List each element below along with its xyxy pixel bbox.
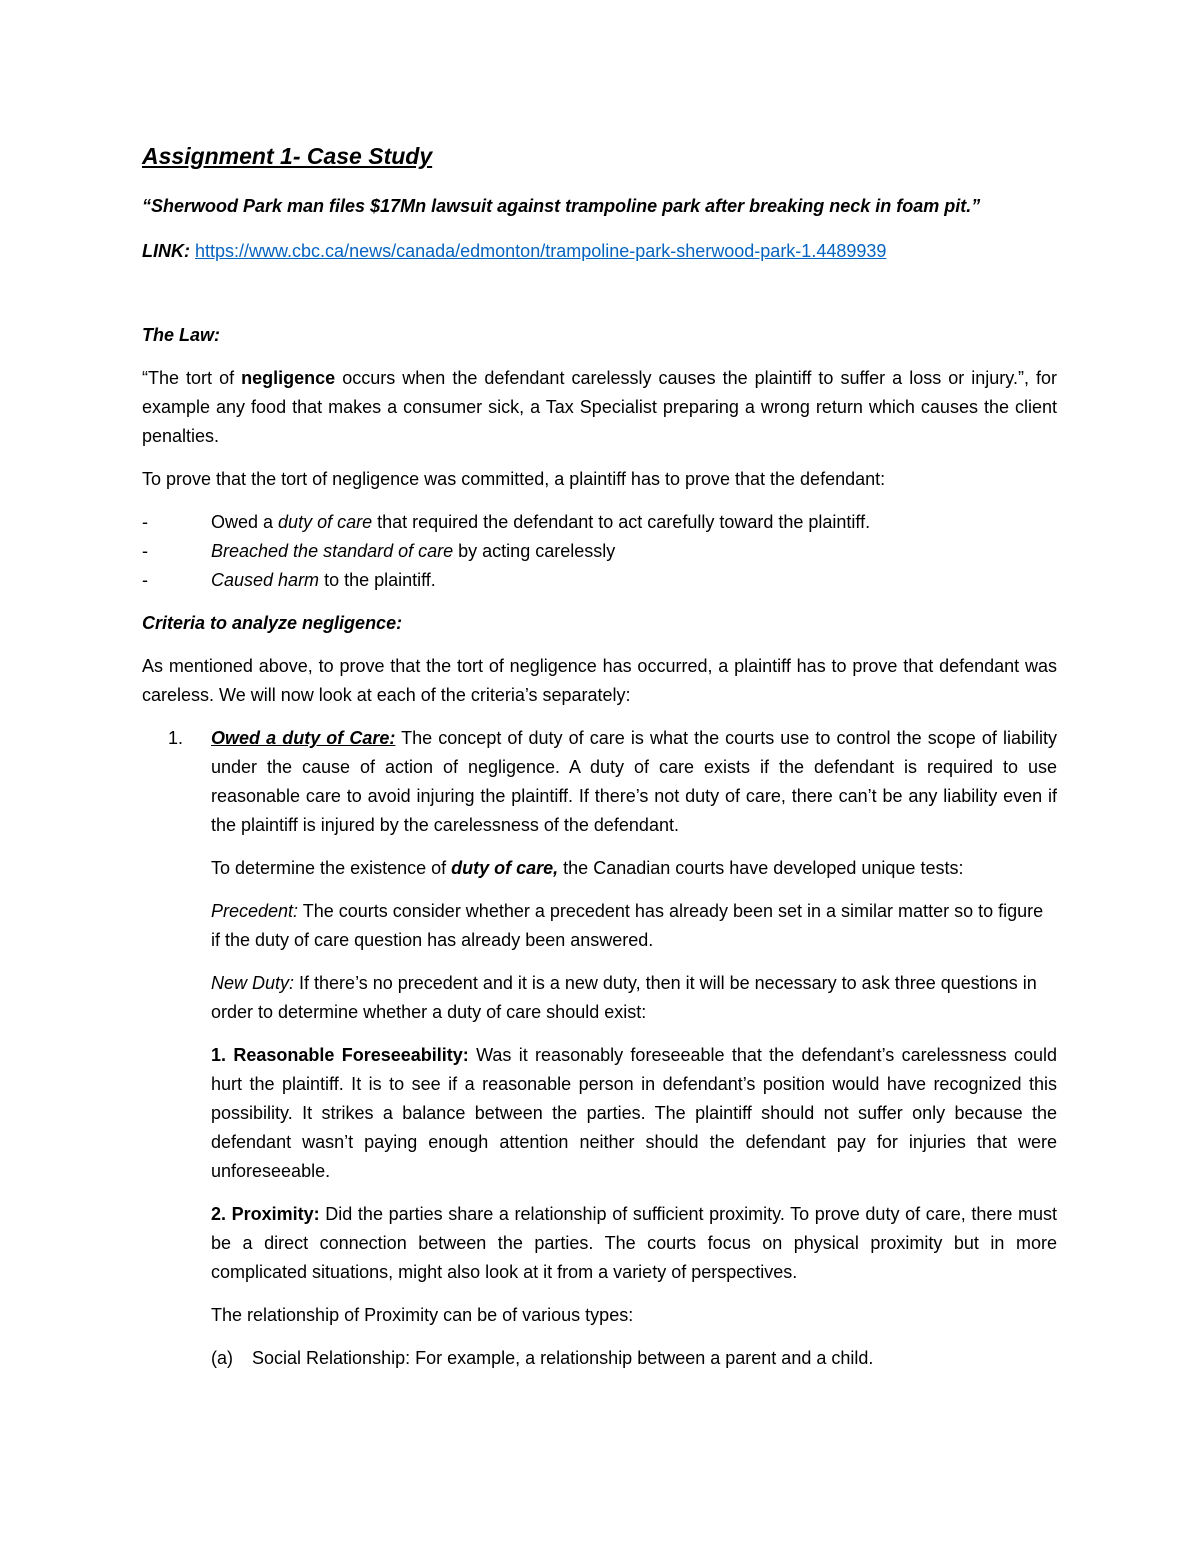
law-heading: The Law:	[142, 325, 221, 345]
list-item: - Caused harm to the plaintiff.	[142, 566, 1057, 595]
dash-bullet: -	[142, 541, 148, 561]
link-line	[142, 237, 1057, 266]
new-duty-label: New Duty:	[211, 973, 295, 993]
dash-bullet: -	[142, 570, 148, 590]
item-marker: (a)	[211, 1348, 233, 1368]
law-paragraph	[142, 364, 1057, 451]
social-relationship-item: (a) Social Relationship: For example, a relationship between a parent and a child.	[211, 1344, 1057, 1373]
negligence-elements-list	[142, 508, 1057, 595]
foreseeability-paragraph: 1. Reasonable Foreseeability: Was it reasonably foreseeable that the defendant’s carelessness could hurt the plaintiff. It is to see if a reasonable person in defendant’s position would have recognized this possibility. It strikes a balance between the parties. The plaintiff should not suffer only because the defendant wasn’t paying enough attention neither should the defendant pay for injuries that were unforeseeable.	[211, 1045, 1057, 1181]
list-item: - Breached the standard of care by acting carelessly	[142, 537, 1057, 566]
list-item: - Owed a duty of care that required the defendant to act carefully toward the plaintiff.	[142, 508, 1057, 537]
precedent-paragraph: Precedent: The courts consider whether a precedent has already been set in a similar matter so to figure if the duty of care question has already been answered.	[211, 901, 1044, 950]
precedent-label: Precedent:	[211, 901, 299, 921]
law-text-before: “The tort of	[142, 368, 242, 388]
duty-of-care-text: The concept of duty of care is what the courts use to control the scope of liability under the cause of action of negligence. A duty of care exists if the defendant is required to use reasonable care to avoid injuring the plaintiff. If there’s not duty of care, there can’t be any liability even if the plaintiff is injured by the carelessness of the defendant.	[211, 728, 1057, 835]
new-duty-paragraph: New Duty: If there’s no precedent and it is a new duty, then it will be necessary to ask three questions in order to determine whether a duty of care should exist:	[211, 973, 1037, 1022]
proximity-label: 2. Proximity:	[211, 1204, 320, 1224]
determine-paragraph: To determine the existence of duty of care, the Canadian courts have developed unique tests:	[211, 858, 964, 878]
criteria-heading: Criteria to analyze negligence:	[142, 613, 403, 633]
article-link[interactable]: https://www.cbc.ca/news/canada/edmonton/trampoline-park-sherwood-park-1.4489939	[195, 241, 887, 261]
document-page	[142, 140, 1057, 1387]
duty-of-care-term: duty of care,	[451, 858, 559, 878]
document-title: Assignment 1- Case Study	[142, 143, 433, 169]
item-number: 1.	[168, 728, 184, 748]
proximity-types-paragraph: The relationship of Proximity can be of various types:	[211, 1305, 634, 1325]
prove-intro: To prove that the tort of negligence was committed, a plaintiff has to prove that the defendant:	[142, 469, 886, 489]
proximity-paragraph: 2. Proximity: Did the parties share a relationship of sufficient proximity. To prove duty of care, there must be a direct connection between the parties. The courts focus on physical proximity but in more complicated situations, might also look at it from a variety of perspectives.	[211, 1204, 1057, 1282]
link-label: LINK:	[142, 241, 190, 261]
duty-of-care-heading: Owed a duty of Care:	[211, 728, 396, 748]
negligence-term: negligence	[241, 368, 336, 388]
foreseeability-label: 1. Reasonable Foreseeability:	[211, 1045, 469, 1065]
criteria-paragraph: As mentioned above, to prove that the tort of negligence has occurred, a plaintiff has to prove that defendant was careless. We will now look at each of the criteria’s separately:	[142, 656, 1057, 705]
duty-of-care-item	[142, 724, 1057, 840]
dash-bullet: -	[142, 512, 148, 532]
law-text-after: occurs when the defendant carelessly causes the plaintiff to suffer a loss or injury.”, for example any food that makes a consumer sick, a Tax Specialist preparing a wrong return which causes the client penalties.	[142, 368, 1057, 446]
case-headline: “Sherwood Park man files $17Mn lawsuit against trampoline park after breaking neck in foam pit.”	[142, 196, 981, 216]
